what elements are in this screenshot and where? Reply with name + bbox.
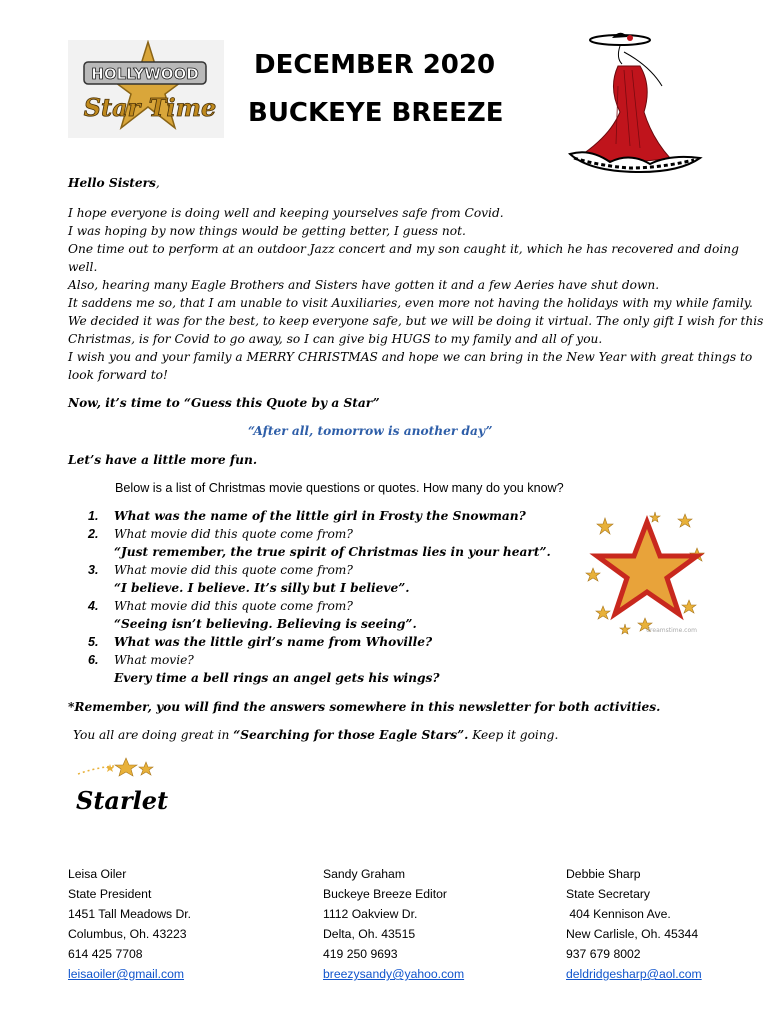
contact-title: Buckeye Breeze Editor: [323, 887, 447, 901]
contact-city: New Carlisle, Oh. 45344: [566, 927, 699, 941]
question-quote: “Just remember, the true spirit of Christmas lies in your heart”.: [114, 545, 551, 559]
contact-street: 404 Kennison Ave.: [566, 907, 671, 921]
contact-name: Sandy Graham: [323, 867, 405, 881]
contact-email-link[interactable]: leisaoiler@gmail.com: [68, 967, 185, 981]
list-number: 6.: [88, 653, 99, 667]
logo-line1: HOLLYWOOD: [91, 65, 199, 83]
question-text: What movie?: [114, 653, 194, 667]
signature: Starlet: [76, 786, 169, 815]
contact-name: Debbie Sharp: [566, 867, 641, 881]
paragraph-line: look forward to!: [68, 368, 168, 382]
greeting-comma: ,: [155, 176, 160, 190]
red-dress-illustration: [560, 26, 710, 174]
list-intro: Below is a list of Christmas movie questions or quotes. How many do you know?: [115, 481, 564, 495]
remember-note: *Remember, you will find the answers somewhere in this newsletter for both activities.: [68, 700, 661, 714]
list-number: 2.: [88, 527, 99, 541]
question-quote: “I believe. I believe. It’s silly but I believe”.: [114, 581, 410, 595]
list-number: 1.: [88, 509, 99, 523]
question-quote: Every time a bell rings an angel gets his wings?: [114, 671, 440, 685]
paragraph-line: It saddens me so, that I am unable to visit Auxiliaries, even more not having the holidays with my while family.: [68, 296, 753, 310]
question-text: What was the little girl’s name from Whoville?: [114, 635, 433, 649]
contact-city: Columbus, Oh. 43223: [68, 927, 187, 941]
paragraph-line: I hope everyone is doing well and keeping yourselves safe from Covid.: [68, 206, 504, 220]
paragraph-line: I was hoping by now things would be getting better, I guess not.: [68, 224, 466, 238]
paragraph-line: One time out to perform at an outdoor Jazz concert and my son caught it, which he has recovered and doing: [68, 242, 739, 256]
contact-phone: 419 250 9693: [323, 947, 398, 961]
newsletter-title-month: DECEMBER 2020: [254, 50, 496, 80]
closing-line: [73, 728, 558, 742]
contact-title: State President: [68, 887, 152, 901]
question-text: What movie did this quote come from?: [114, 563, 353, 577]
contact-name: Leisa Oiler: [68, 867, 127, 881]
contact-city: Delta, Oh. 43515: [323, 927, 416, 941]
newsletter-title-name: BUCKEYE BREEZE: [248, 98, 504, 128]
movie-questions-list: [88, 509, 551, 689]
paragraph-line: We decided it was for the best, to keep everyone safe, but we will be doing it virtual. The only gift I wish for this: [68, 314, 764, 328]
guess-quote-intro: Now, it’s time to “Guess this Quote by a Star”: [68, 396, 380, 410]
logo-line2: Star Time: [83, 93, 217, 122]
contact-phone: 614 425 7708: [68, 947, 143, 961]
star-cluster-illustration: [585, 508, 710, 636]
fun-heading: Let’s have a little more fun.: [68, 453, 258, 467]
list-number: 3.: [88, 563, 99, 577]
list-number: 5.: [88, 635, 99, 649]
star-watermark: dreamstime.com: [646, 627, 697, 634]
question-text: What was the name of the little girl in Frosty the Snowman?: [114, 509, 526, 523]
closing-suffix: Keep it going.: [468, 728, 559, 742]
closing-bold: “Searching for those Eagle Stars”.: [233, 728, 469, 742]
greeting: [68, 176, 160, 190]
question-text: What movie did this quote come from?: [114, 527, 353, 541]
contact-phone: 937 679 8002: [566, 947, 641, 961]
paragraph-line: I wish you and your family a MERRY CHRISTMAS and hope we can bring in the New Year with great things to: [68, 350, 753, 364]
question-quote: “Seeing isn’t believing. Believing is seeing”.: [114, 617, 417, 631]
paragraph-line: Also, hearing many Eagle Brothers and Sisters have gotten it and a few Aeries have shut down.: [68, 278, 660, 292]
contact-title: State Secretary: [566, 887, 650, 901]
contact-street: 1112 Oakview Dr.: [323, 907, 418, 921]
star-quote: “After all, tomorrow is another day”: [248, 424, 493, 438]
paragraph-line: Christmas, is for Covid to go away, so I can give big HUGS to my family and all of you.: [68, 332, 603, 346]
closing-prefix: You all are doing great in: [73, 728, 234, 742]
list-number: 4.: [88, 599, 99, 613]
contact-email-link[interactable]: breezysandy@yahoo.com: [323, 967, 465, 981]
question-text: What movie did this quote come from?: [114, 599, 353, 613]
contact-email-link[interactable]: deldridgesharp@aol.com: [566, 967, 702, 981]
shooting-stars-icon: [76, 754, 158, 780]
paragraph-line: well.: [68, 260, 98, 274]
greeting-text: Hello Sisters: [68, 176, 156, 190]
contact-street: 1451 Tall Meadows Dr.: [68, 907, 192, 921]
hollywood-star-time-logo: [68, 40, 224, 138]
star-logo-graphic: [68, 40, 224, 138]
